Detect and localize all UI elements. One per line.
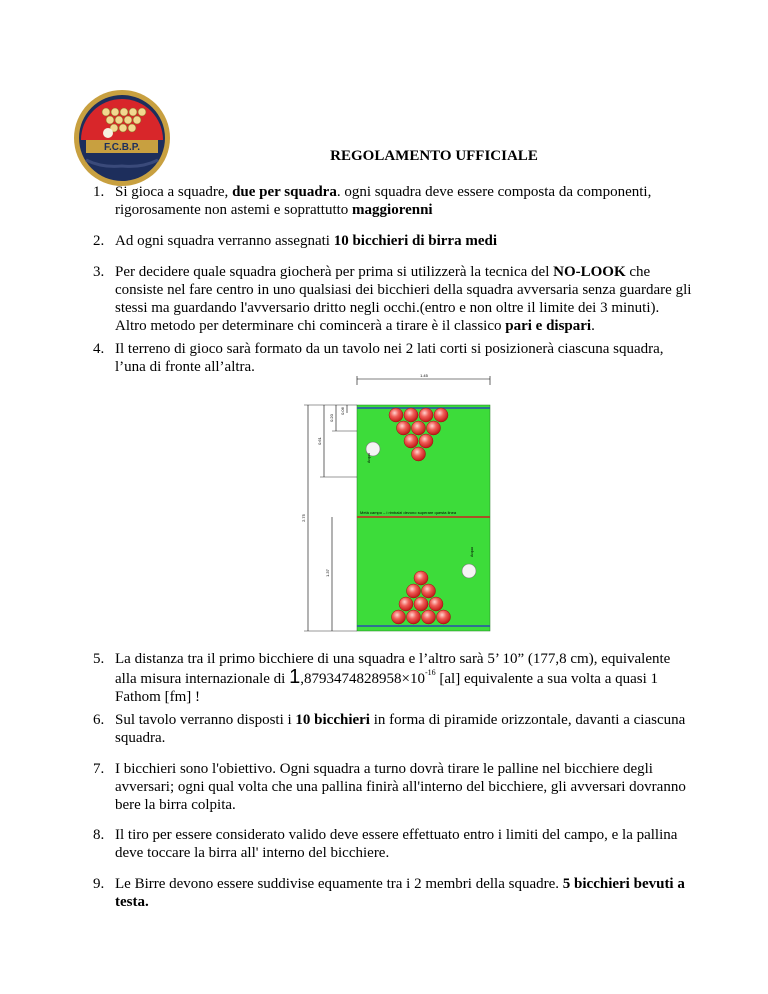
rule-8	[93, 826, 693, 862]
midline-text: Metà campo – i rimbalzi devono superare questa linea	[360, 510, 457, 515]
rule-bold: due per squadra	[232, 184, 337, 200]
total-length-label: 2.75	[301, 514, 306, 522]
cup	[434, 408, 448, 422]
rule-text: Il terreno di gioco sarà formato da un tavolo nei 2 lati corti si posizionerà ciascuna squadra, l’una di fronte all’altra.	[115, 341, 664, 375]
cup-offset-label: 0.20	[329, 414, 334, 422]
rule-number: 8.	[93, 827, 105, 843]
rule-text: [al] equivalente a sua volta a quasi 1 Fathom [fm] !	[115, 671, 659, 705]
rule-text: 1	[289, 666, 301, 688]
rule-bold: NO-LOOK	[553, 264, 626, 280]
rule-number: 2.	[93, 233, 105, 249]
rule-text: che consiste nel fare centro in uno qualsiasi dei bicchieri della squadra avversaria senza guardare gli stessi ma guardando l'avversario dritto negli occhi.(entro e non oltre il limite dei 3 minuti). Altro metodo per determinare chi comincerà a tirare è il classico	[115, 264, 692, 334]
rule-3	[93, 263, 693, 335]
cup	[404, 408, 418, 422]
rule-7	[93, 760, 693, 814]
rule-bold: maggiorenni	[352, 202, 433, 218]
rule-6	[93, 711, 693, 747]
rule-number: 3.	[93, 264, 105, 280]
logo-text: F.C.B.P.	[104, 142, 140, 153]
cup	[397, 421, 411, 435]
edge-offset-label: 0.06	[340, 407, 345, 415]
rule-text: -16	[424, 668, 436, 677]
cup	[414, 597, 428, 611]
rule-text: .	[591, 318, 595, 334]
rule-bold: pari e dispari	[505, 318, 592, 334]
rule-text: Ad ogni squadra verranno assegnati	[115, 233, 334, 249]
cup	[407, 584, 421, 598]
table-diagram	[300, 373, 500, 635]
rule-text: La distanza tra il primo bicchiere di una squadra e l’altro sarà 5’ 10” (177,8 cm), equivalente alla misura internazionale di	[115, 651, 671, 687]
rule-text: ,8793474828958×10	[300, 671, 425, 687]
cup	[422, 584, 436, 598]
cup	[412, 421, 426, 435]
cup	[427, 421, 441, 435]
rule-text: Il tiro per essere considerato valido deve essere effettuato entro i limiti del campo, e la pallina deve toccare la birra all' interno del bicchiere.	[115, 827, 678, 861]
cup	[412, 447, 426, 461]
rule-number: 7.	[93, 761, 105, 777]
ball-label: Acqua	[367, 453, 371, 463]
rule-text: . ogni squadra deve essere composta da componenti, rigorosamente non astemi e soprattutto	[115, 184, 652, 218]
cup	[437, 610, 451, 624]
fcbp-logo	[72, 88, 172, 188]
cup	[404, 434, 418, 448]
rule-bold: 10 bicchieri di birra medi	[333, 233, 498, 249]
rule-4	[93, 340, 693, 376]
cup	[419, 434, 433, 448]
ball	[462, 564, 476, 578]
rule-number: 6.	[93, 712, 105, 728]
rule-bold: 5 bicchieri bevuti a testa.	[115, 876, 685, 910]
rule-number: 1.	[93, 184, 105, 200]
rule-2	[93, 232, 693, 250]
cup	[389, 408, 403, 422]
rule-text: Sul tavolo verranno disposti i	[115, 712, 296, 728]
rule-bold: 10 bicchieri	[295, 712, 370, 728]
cup	[422, 610, 436, 624]
cup	[429, 597, 443, 611]
lower-length-label: 1.37	[325, 569, 330, 577]
cup	[399, 597, 413, 611]
rule-text: in forma di piramide orizzontale, davanti a ciascuna squadra.	[115, 712, 686, 746]
rule-text: Le Birre devono essere suddivise equamente tra i 2 membri della squadre.	[115, 876, 563, 892]
rule-number: 4.	[93, 341, 105, 357]
rule-text: I bicchieri sono l'obiettivo. Ogni squadra a turno dovrà tirare le palline nel bicchiere degli avversari; ogni qual volta che una pallina finirà all'interno del bicchiere, gli avversari dovranno bere la birra colpita.	[115, 761, 686, 813]
rule-text: Si gioca a squadre,	[115, 184, 233, 200]
top-offset-label: 0.61	[317, 437, 322, 445]
cup	[392, 610, 406, 624]
rule-number: 9.	[93, 876, 105, 892]
rule-5	[93, 650, 693, 706]
ball-label: Acqua	[470, 547, 474, 557]
rule-text: Per decidere quale squadra giocherà per prima si utilizzerà la tecnica del	[115, 264, 554, 280]
cup	[414, 571, 428, 585]
rule-number: 5.	[93, 651, 105, 667]
rule-9	[93, 875, 693, 911]
cup	[419, 408, 433, 422]
rule-1	[93, 183, 693, 219]
page-title: REGOLAMENTO UFFICIALE	[330, 148, 538, 164]
cup	[407, 610, 421, 624]
width-label: 1.45	[420, 373, 428, 378]
